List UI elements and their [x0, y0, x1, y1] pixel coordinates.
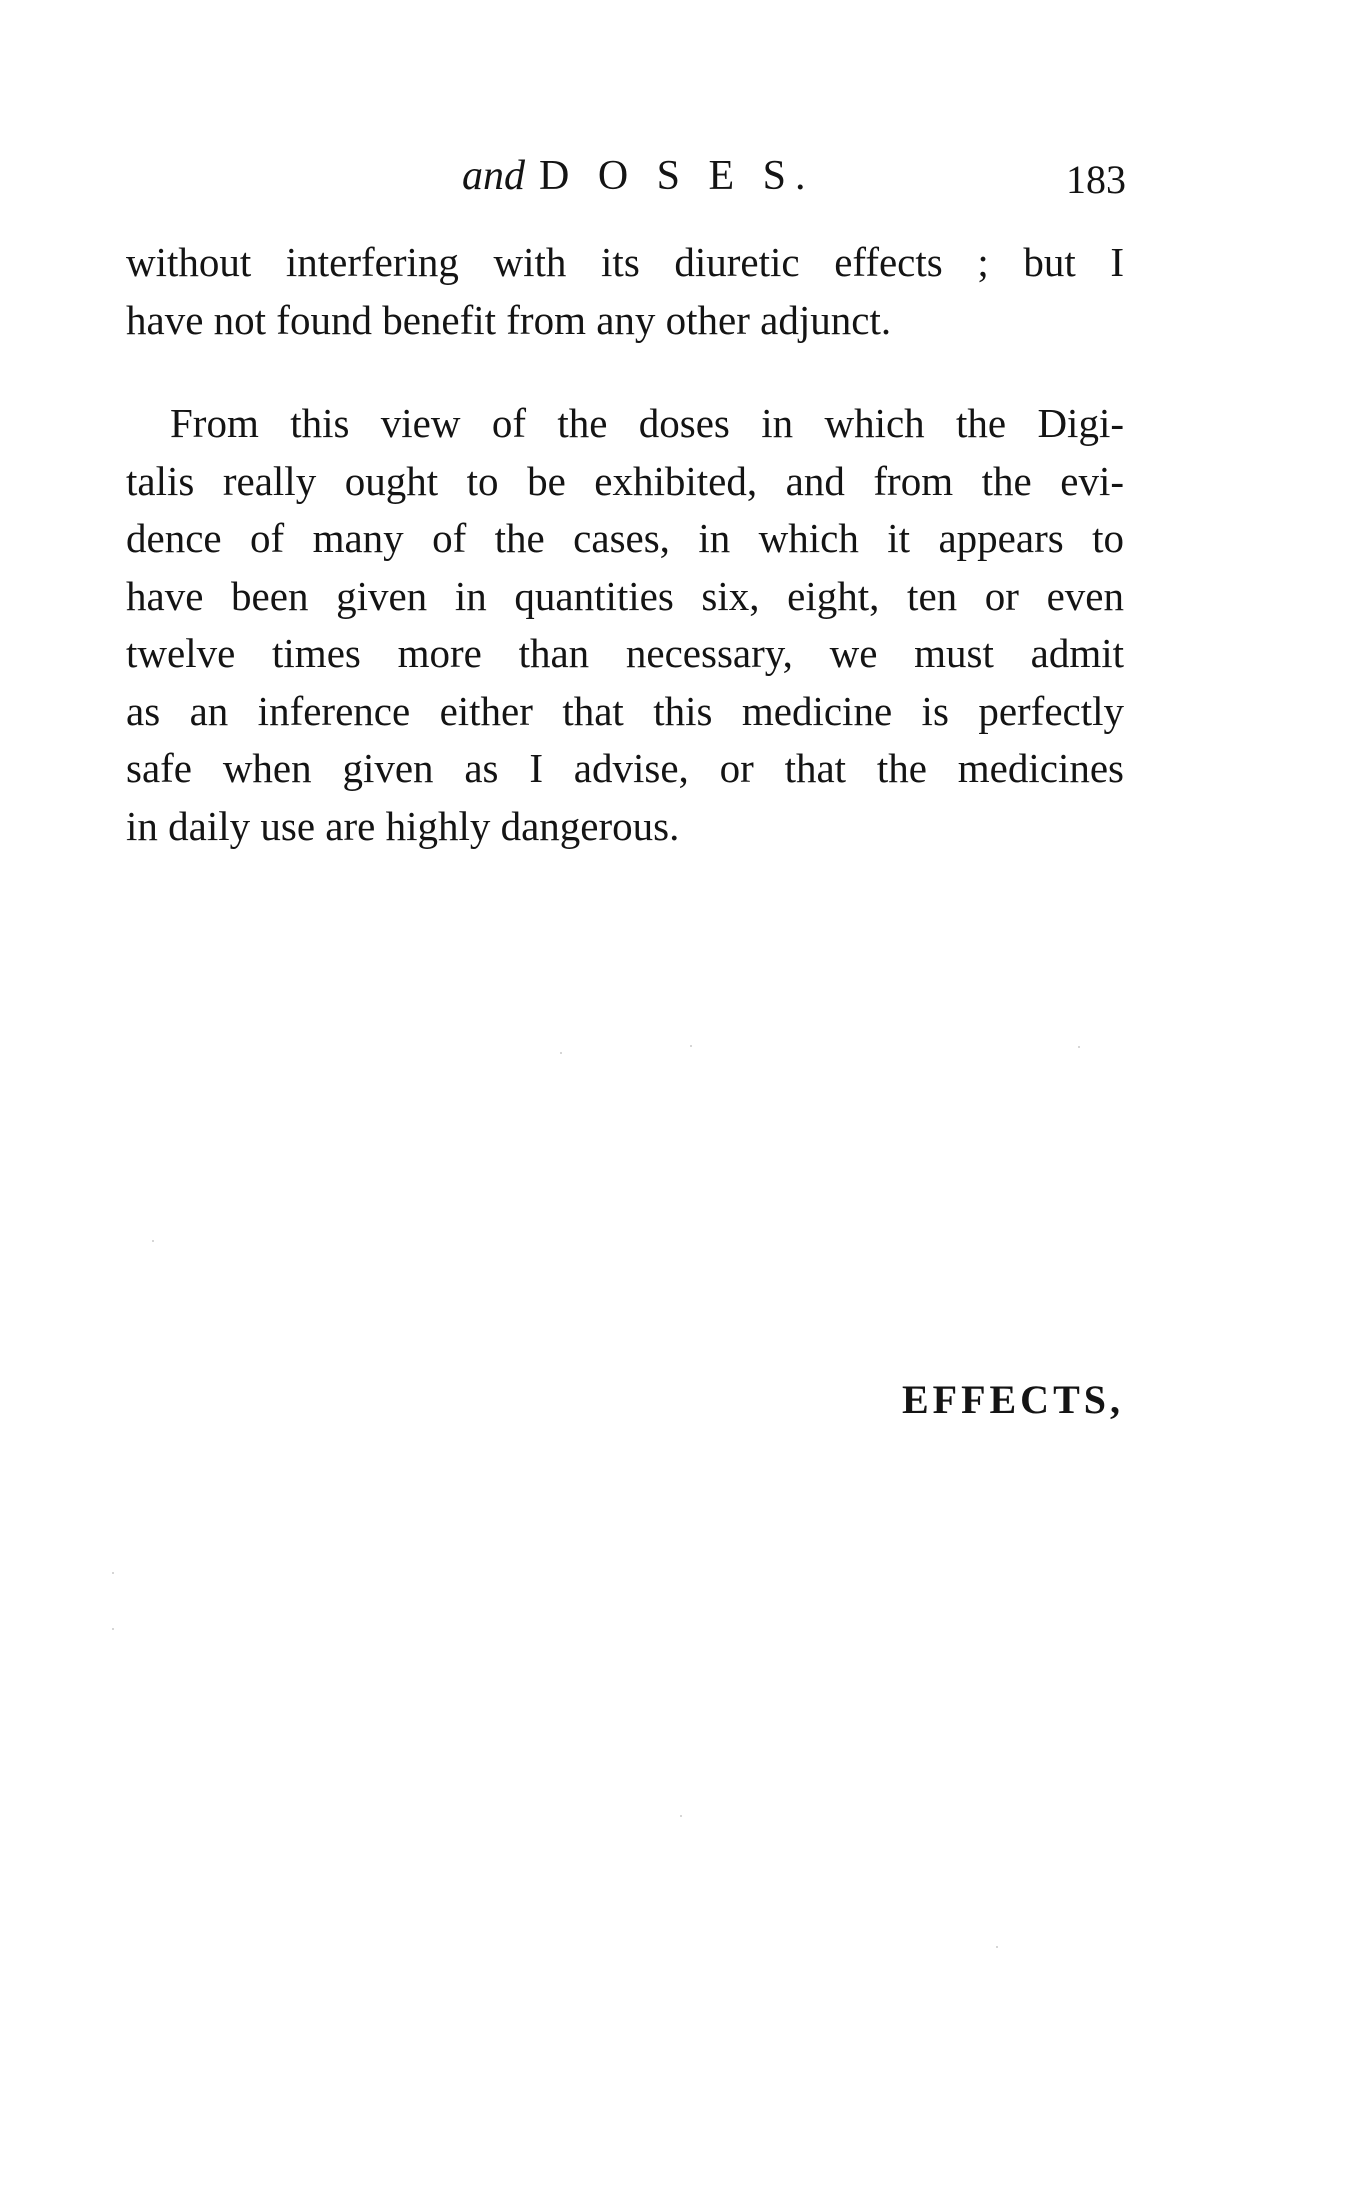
text-line: as an inference either that this medicine is perfectly	[126, 687, 1124, 734]
paper-speck	[152, 1240, 154, 1242]
paper-speck	[690, 1045, 692, 1047]
text-line: From this view of the doses in which the Digi-	[170, 400, 1124, 446]
paragraph-1	[126, 234, 1124, 349]
catchword: EFFECTS,	[901, 1377, 1124, 1422]
running-title	[462, 152, 815, 200]
running-title-and: and	[462, 153, 525, 199]
running-head	[126, 152, 1126, 202]
running-title-doses: D O S E S.	[539, 153, 815, 199]
paragraph-2	[126, 395, 1124, 855]
text-line: in daily use are highly dangerous.	[126, 802, 680, 849]
text-line: twelve times more than necessary, we must admit	[126, 630, 1124, 676]
page-number: 183	[1066, 157, 1126, 202]
paper-speck	[996, 1946, 998, 1948]
text-line: have not found benefit from any other adjunct.	[126, 296, 892, 343]
paper-speck	[560, 1052, 562, 1054]
text-line: have been given in quantities six, eight, ten or even	[126, 572, 1124, 619]
paper-speck	[1078, 1046, 1080, 1048]
paper-speck	[112, 1572, 114, 1574]
text-line: without interfering with its diuretic effects ; but I	[126, 239, 1124, 285]
paper-speck	[112, 1628, 114, 1630]
text-line: talis really ought to be exhibited, and from the evi-	[126, 457, 1124, 504]
paper-speck	[680, 1815, 682, 1817]
text-line: dence of many of the cases, in which it appears to	[126, 515, 1124, 561]
text-line: safe when given as I advise, or that the medicines	[126, 745, 1124, 791]
